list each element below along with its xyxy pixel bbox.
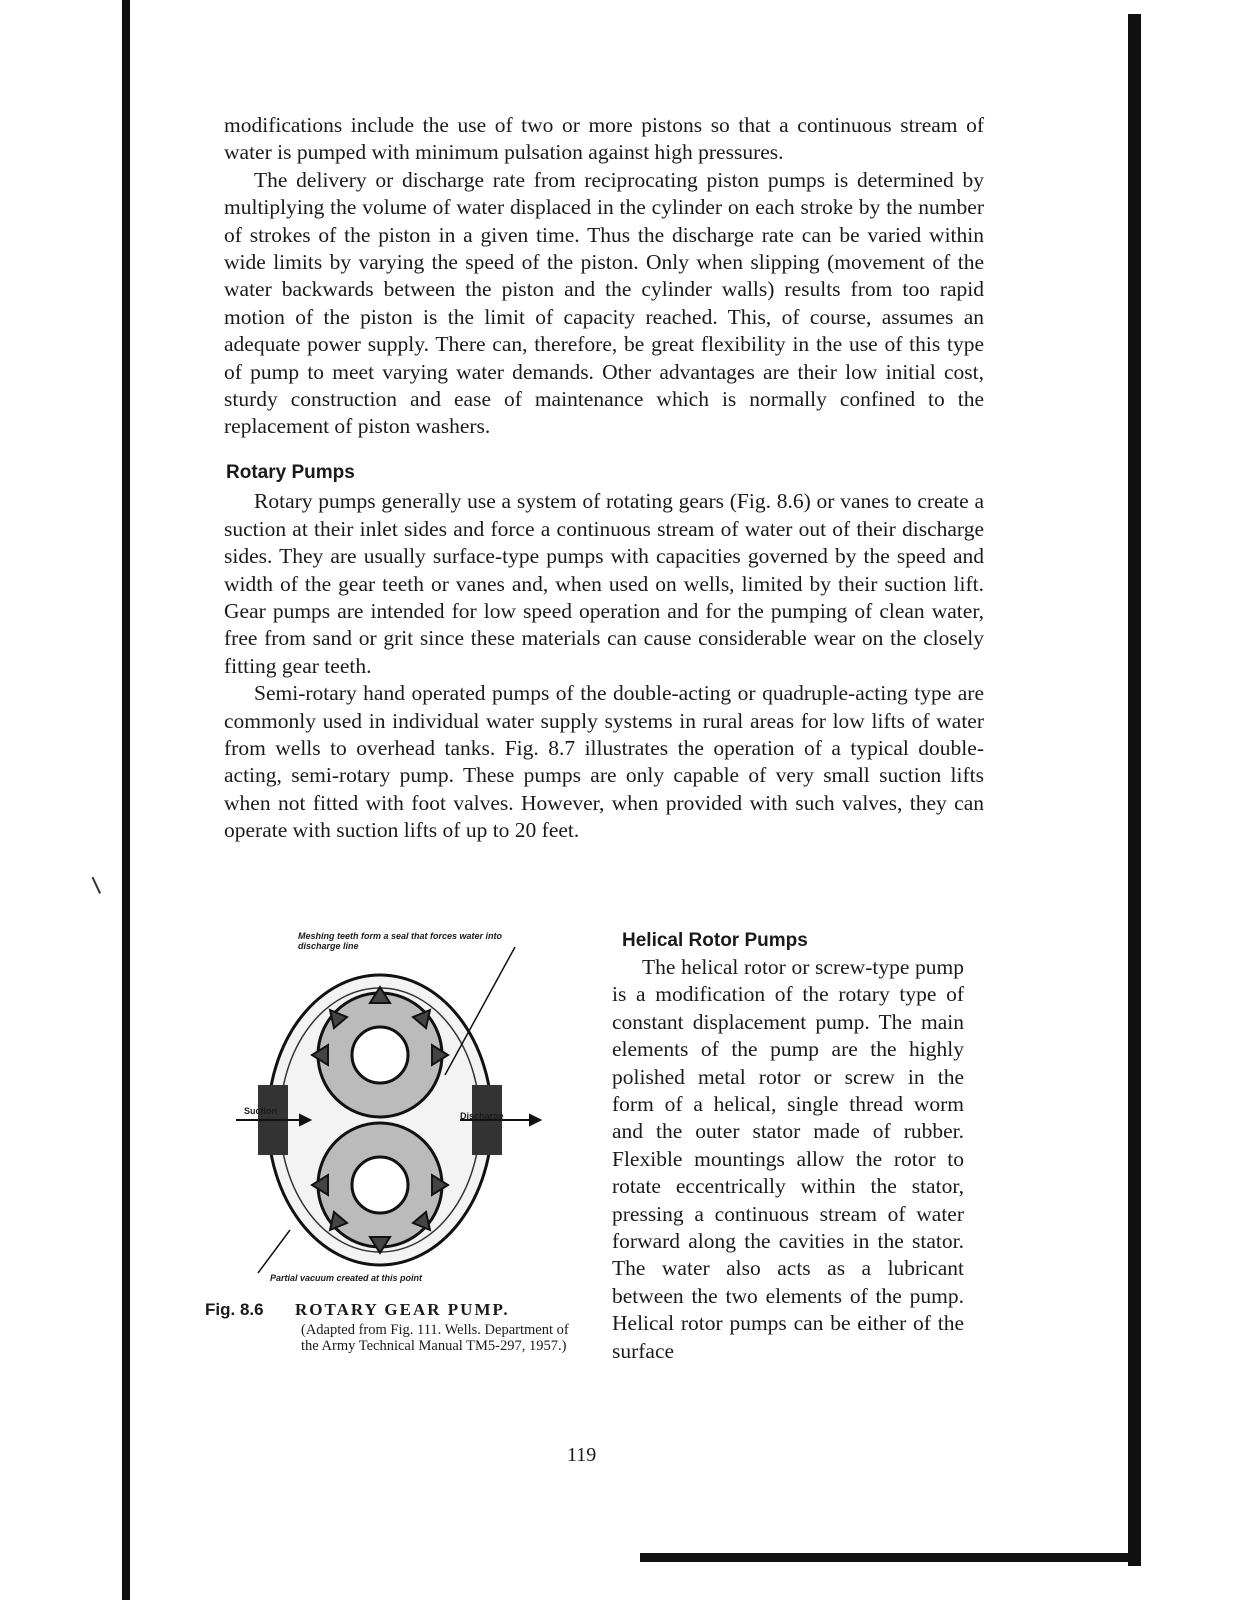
gear-pump-diagram: [230, 925, 550, 1285]
page-number: 119: [567, 1444, 597, 1466]
figure-bottom-note: Partial vacuum created at this point: [270, 1273, 423, 1283]
figure-top-note: Meshing teeth form a seal that forces water into discharge line: [298, 931, 503, 951]
paragraph-3: Rotary pumps generally use a system of rotating gears (Fig. 8.6) or vanes to create a suction at their inlet sides and force a continuous stream of water out of their discharge sides. They are usually surface-type pumps with capacities governed by the speed and width of the gear teeth or vanes and, when used on wells, limited by their suction lift. Gear pumps are intended for low speed operation and for the pumping of clean water, free from sand or grit since these materials can cause considerable wear on the closely fitting gear teeth.: [224, 489, 984, 678]
scan-stray-mark: [92, 874, 107, 894]
figure-source: (Adapted from Fig. 111. Wells. Department of the Army Technical Manual TM5-297, 1957.): [301, 1322, 569, 1354]
paragraph-4: Semi-rotary hand operated pumps of the double-acting or quadruple-acting type are commonly used in individual water supply systems in rural areas for low lifts of water from wells to overhead tanks. Fig. 8.7 illustrates the operation of a typical double-acting, semi-rotary pump. These pumps are only capable of very small suction lifts when not fitted with foot valves. However, when provided with such valves, they can operate with suction lifts of up to 20 feet.: [224, 681, 984, 843]
suction-label: Suction: [244, 1106, 277, 1116]
figure-rotary-gear-pump: [200, 925, 580, 1395]
figure-title: ROTARY GEAR PUMP.: [295, 1300, 510, 1319]
scan-border-right: [1128, 14, 1141, 1566]
heading-helical-rotor-pumps: Helical Rotor Pumps: [622, 930, 808, 951]
figure-number: Fig. 8.6: [205, 1300, 264, 1319]
discharge-label: Discharge: [460, 1111, 504, 1121]
scan-border-bottom: [640, 1553, 1140, 1562]
heading-rotary-pumps: Rotary Pumps: [226, 461, 355, 483]
paragraph-1: modifications include the use of two or more pistons so that a continuous stream of water is pumped with minimum pulsation against high pressures.: [224, 113, 984, 165]
scan-border-left: [122, 0, 130, 1600]
paragraph-2: The delivery or discharge rate from reciprocating piston pumps is determined by multiplying the volume of water displaced in the cylinder on each stroke by the number of strokes of the piston in a given time. Thus the discharge rate can be varied within wide limits by varying the speed of the piston. Only when slipping (movement of the water backwards between the piston and the cylinder walls) results from too rapid motion of the piston is the limit of capacity reached. This, of course, assumes an adequate power supply. There can, therefore, be great flexibility in the use of this type of pump to meet varying water demands. Other advantages are their low initial cost, sturdy construction and ease of maintenance which is normally confined to the replacement of piston washers.: [224, 167, 984, 439]
right-column: [612, 930, 964, 1365]
helical-paragraph: The helical rotor or screw-type pump is a modification of the rotary type of constant displacement pump. The main elements of the pump are the highly polished metal rotor or screw in the form of a helical, single thread worm and the outer stator made of rubber. Flexible mountings allow the rotor to rotate eccentrically within the stator, pressing a continuous stream of water forward along the cavities in the stator. The water also acts as a lubricant between the two elements of the pump. Helical rotor pumps can be either of the surface: [612, 955, 964, 1363]
main-text: [224, 112, 984, 845]
